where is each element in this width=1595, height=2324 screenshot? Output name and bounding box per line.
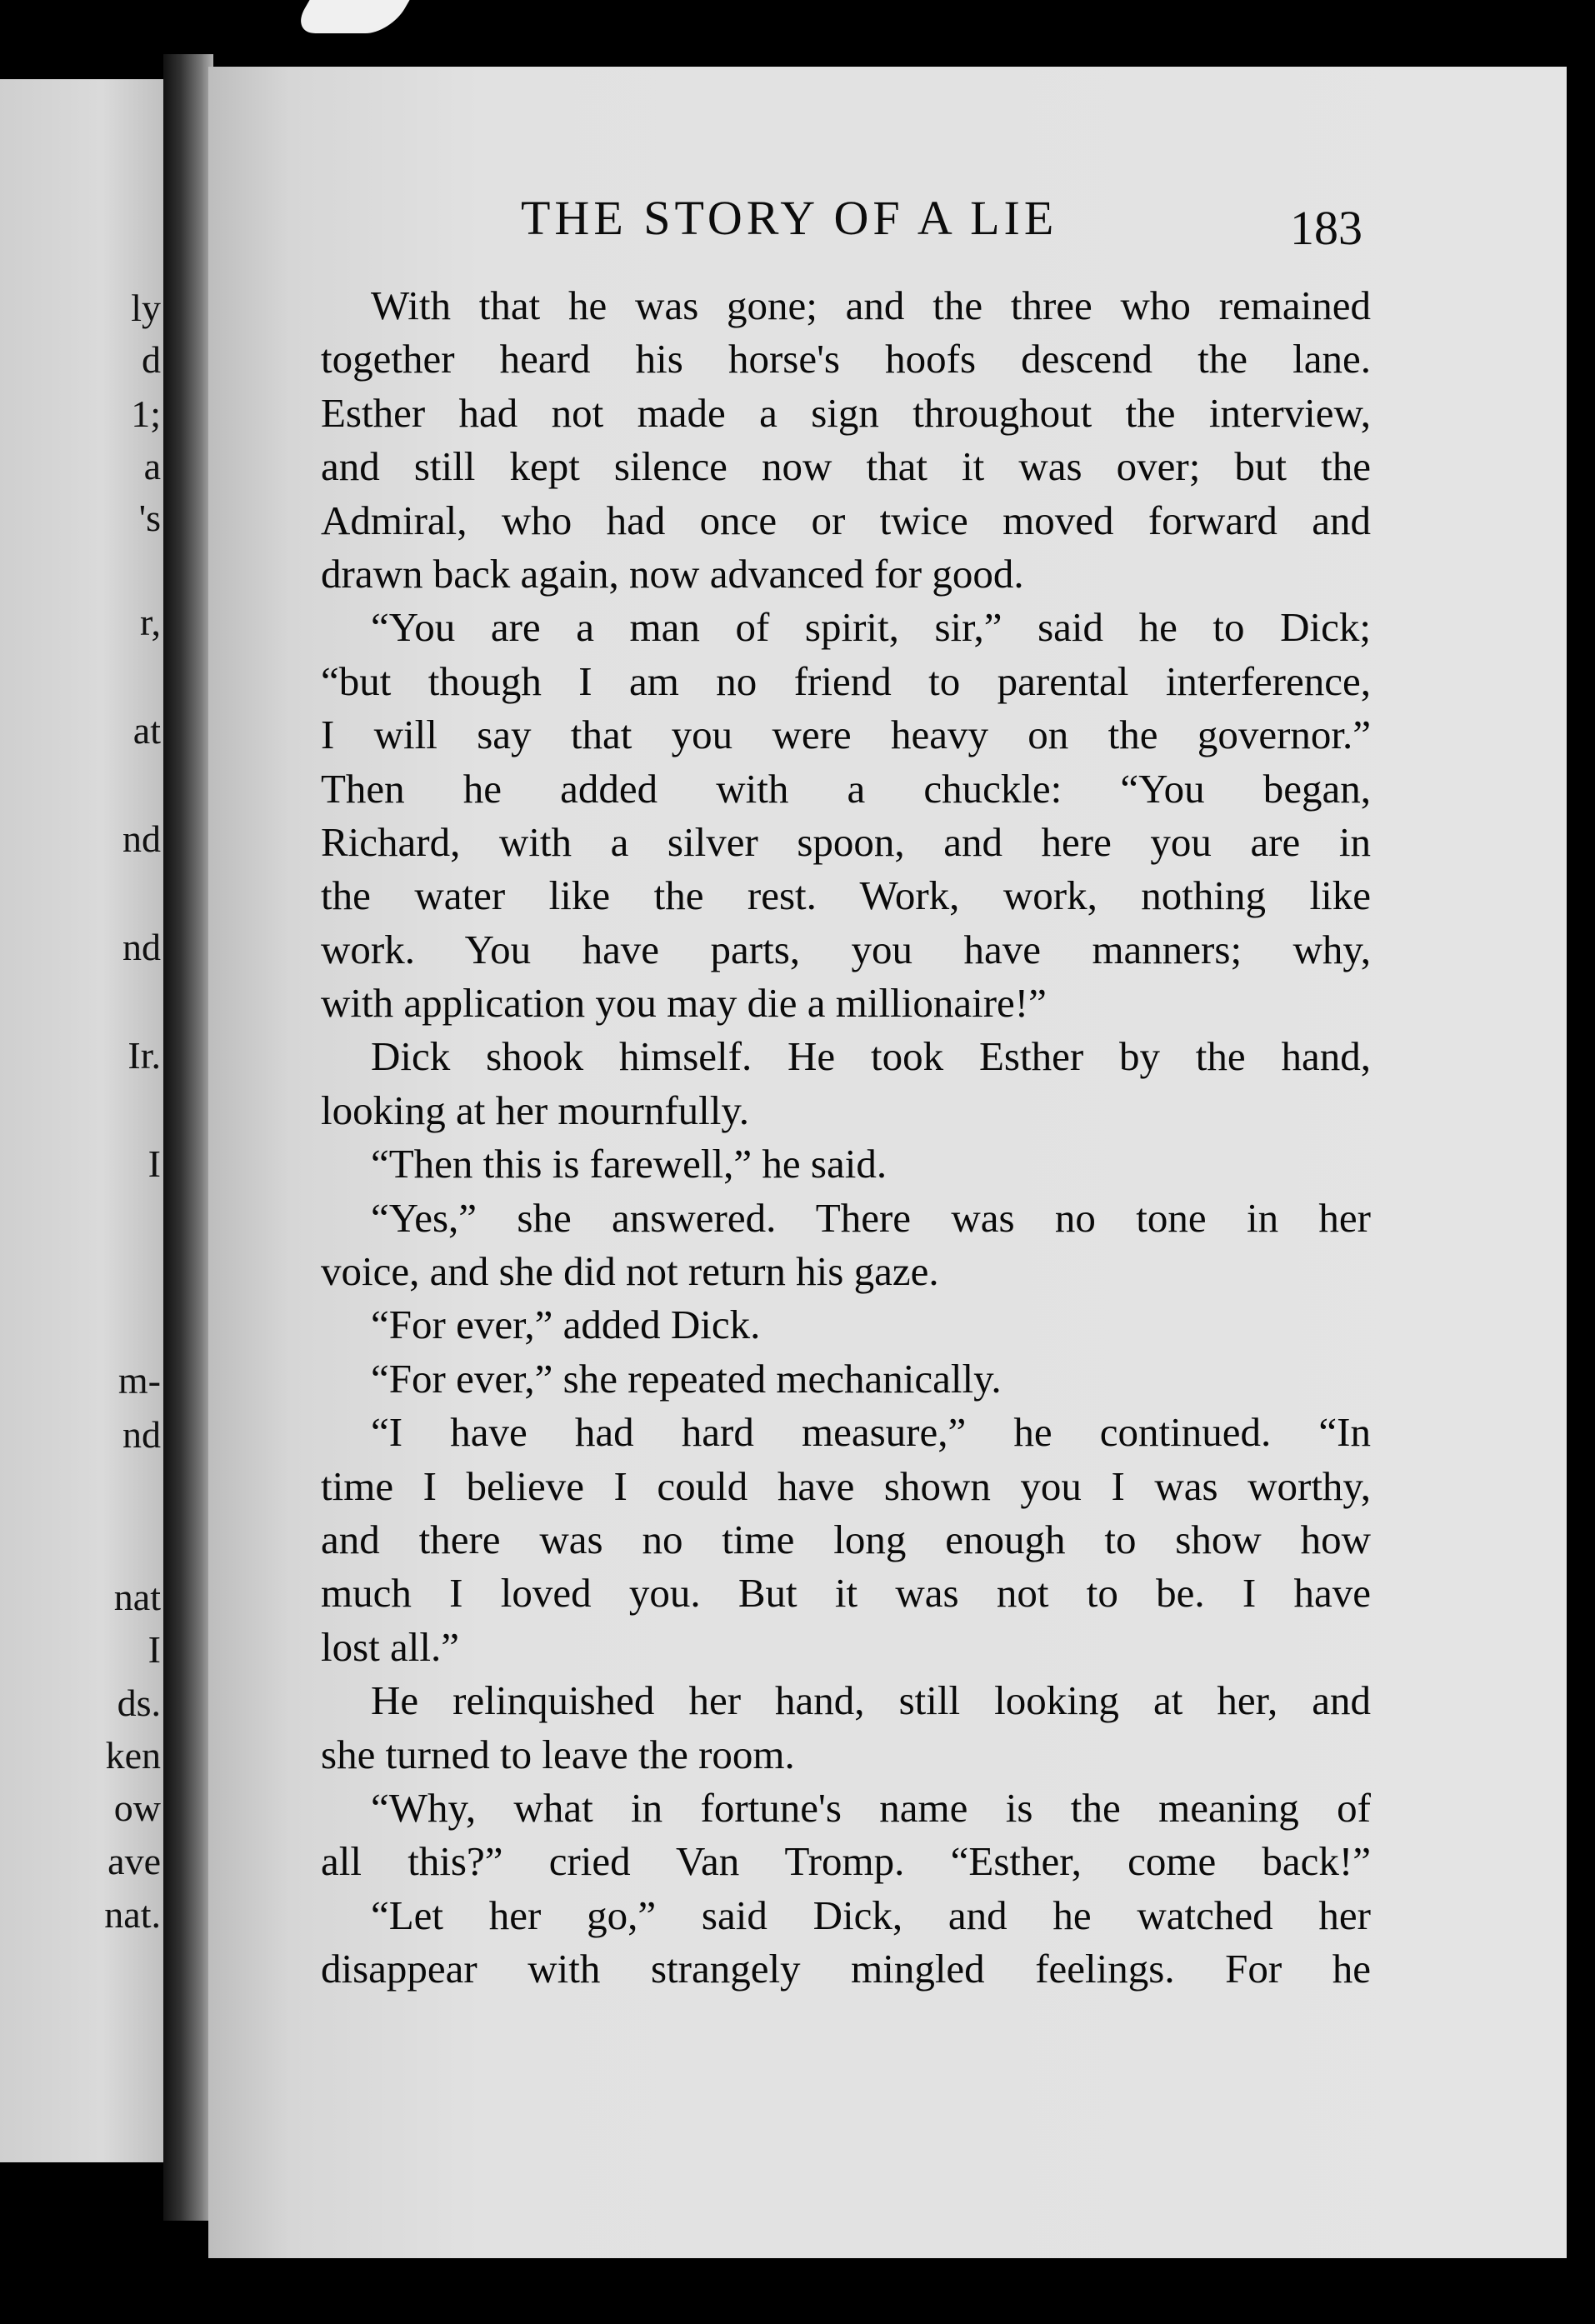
text-line: “Why, what in fortune's name is the meaning of (371, 1784, 1371, 1831)
page-number: 183 (1290, 201, 1362, 255)
previous-page-fragment: nat. (104, 1893, 161, 1936)
text-line: voice, and she did not return his gaze. (321, 1248, 939, 1295)
previous-page-fragment: 's (138, 497, 161, 539)
previous-page-fragment: at (132, 709, 161, 752)
scan-artifact (290, 0, 409, 33)
text-line: the water like the rest. Work, work, nothing like (321, 872, 1371, 919)
text-line: with application you may die a millionaire!” (321, 980, 1047, 1027)
text-line: Then he added with a chuckle: “You began, (321, 765, 1371, 812)
text-line: and there was no time long enough to show how (321, 1516, 1371, 1562)
book-gutter (163, 54, 213, 2221)
previous-page-fragment: I (148, 1142, 161, 1185)
text-line: “Yes,” she answered. There was no tone in her (371, 1194, 1371, 1241)
text-line: “I have had hard measure,” he continued. “In (371, 1409, 1371, 1456)
text-line: Esther had not made a sign throughout the interview, (321, 389, 1371, 436)
text-line: disappear with strangely mingled feelings. For he (321, 1946, 1371, 1992)
text-line: she turned to leave the room. (321, 1731, 795, 1777)
previous-page-fragment: I (148, 1628, 161, 1671)
running-header-title: THE STORY OF A LIE (521, 191, 1058, 245)
previous-page-fragment: nd (122, 1413, 161, 1456)
text-line: Admiral, who had once or twice moved forward and (321, 497, 1371, 543)
text-line: much I loved you. But it was not to be. I have (321, 1570, 1371, 1617)
previous-page-fragment: nd (122, 926, 161, 968)
previous-page-fragment: ken (105, 1734, 161, 1777)
text-line: “but though I am no friend to parental interference, (321, 657, 1371, 704)
previous-page-fragment: ly (131, 287, 161, 329)
text-line: lost all.” (321, 1623, 460, 1670)
previous-page-fragment: r, (140, 601, 161, 643)
text-line: I will say that you were heavy on the governor.” (321, 712, 1371, 758)
text-line: “Let her go,” said Dick, and he watched her (371, 1892, 1371, 1938)
previous-page-fragment: ave (108, 1840, 161, 1882)
text-line: time I believe I could have shown you I was worthy, (321, 1462, 1371, 1509)
previous-page-fragment: m- (118, 1359, 161, 1402)
text-line: work. You have parts, you have manners; why, (321, 926, 1371, 972)
text-line: “For ever,” she repeated mechanically. (371, 1355, 1002, 1402)
text-line: all this?” cried Van Tromp. “Esther, come back!” (321, 1838, 1371, 1885)
previous-page-fragment: nat (113, 1576, 161, 1618)
text-line: “For ever,” added Dick. (371, 1302, 761, 1348)
text-line: “You are a man of spirit, sir,” said he to Dick; (371, 604, 1371, 651)
text-line: He relinquished her hand, still looking at her, and (371, 1677, 1371, 1724)
body-text (321, 279, 1371, 1997)
text-line: “Then this is farewell,” he said. (371, 1141, 888, 1187)
previous-page-fragment: d (142, 338, 161, 381)
previous-page-fragment: ds. (117, 1682, 161, 1724)
text-line: Richard, with a silver spoon, and here you are in (321, 818, 1371, 865)
previous-page-fragment: 1; (131, 392, 161, 435)
text-line: and still kept silence now that it was over; but the (321, 443, 1371, 490)
previous-page (0, 79, 171, 2162)
previous-page-fragment: a (143, 445, 161, 487)
previous-page-fragment: nd (122, 817, 161, 860)
previous-page-fragment: Ir. (128, 1034, 161, 1077)
text-line: looking at her mournfully. (321, 1087, 749, 1133)
text-line: Dick shook himself. He took Esther by the hand, (371, 1033, 1371, 1080)
text-line: together heard his horse's hoofs descend the lane. (321, 336, 1371, 382)
text-line: With that he was gone; and the three who remained (371, 282, 1371, 328)
text-line: drawn back again, now advanced for good. (321, 550, 1024, 597)
previous-page-fragment: ow (113, 1787, 161, 1829)
